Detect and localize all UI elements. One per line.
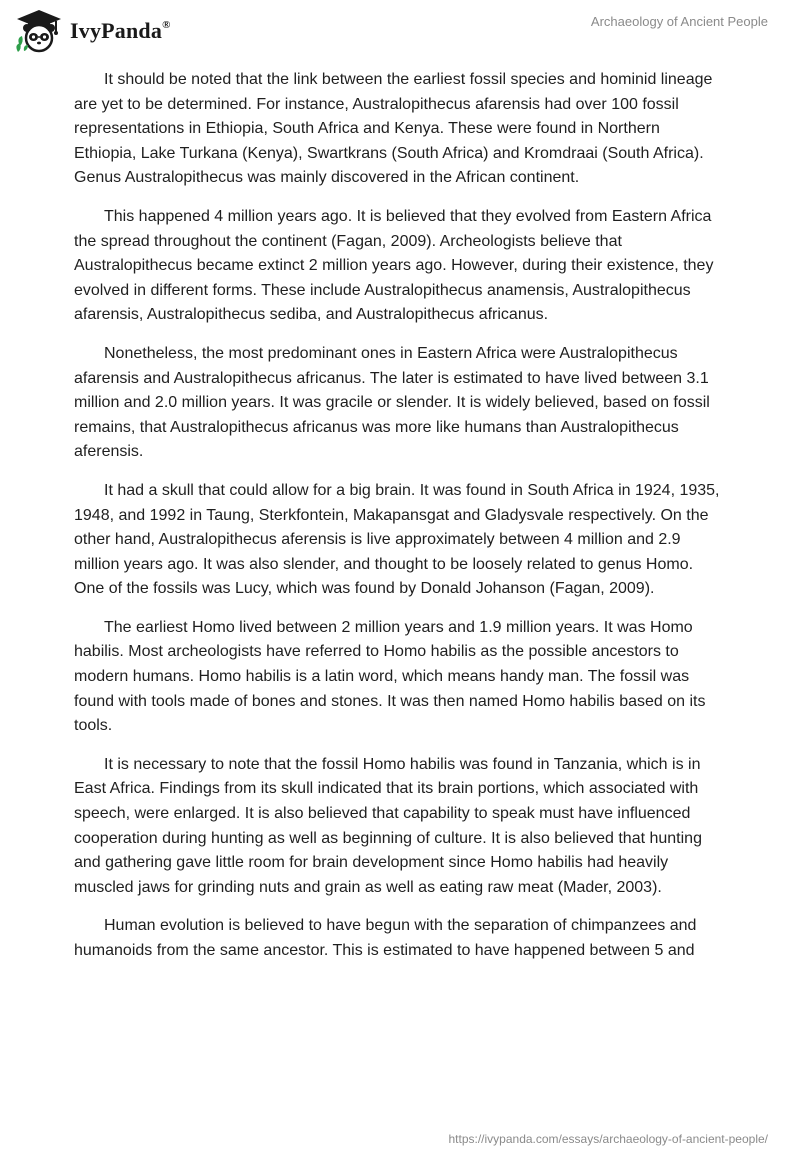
paragraph: Nonetheless, the most predominant ones in Eastern Africa were Australopithecus afarensis and Australopithecus africanus. The later is estimated to have lived between 3.1 million and 2.0 million years. It was gracile or slender. It is widely believed, based on fossil remains, that Australopithecus africanus was more like humans than Australopithecus aferensis.	[74, 344, 710, 461]
page-header	[0, 0, 800, 60]
brand-name: IvyPanda®	[70, 18, 171, 43]
source-url-link[interactable]: https://ivypanda.com/essays/archaeology-of-ancient-people/	[448, 1132, 768, 1146]
paragraph: It should be noted that the link between the earliest fossil species and hominid lineage are yet to be determined. For instance, Australopithecus afarensis had over 100 fossil representations in Ethiopia, South Africa and Kenya. These were found in Northern Ethiopia, Lake Turkana (Kenya), Swartkrans (South Africa) and Kromdraai (South Africa). Genus Australopithecus was mainly discovered in the African continent.	[74, 71, 713, 187]
ivypanda-logo[interactable]	[14, 8, 171, 54]
panda-graduate-icon	[14, 8, 64, 54]
document-title: Archaeology of Ancient People	[590, 14, 768, 29]
paragraph: The earliest Homo lived between 2 million years and 1.9 million years. It was Homo habilis. Most archeologists have referred to Homo habilis as the possible ancestors to modern humans. Homo habilis is a latin word, which means handy man. The fossil was found with tools made of bones and stones. It was then named Homo habilis based on its tools.	[74, 618, 706, 735]
essay-body	[74, 68, 724, 978]
paragraph: It is necessary to note that the fossil Homo habilis was found in Tanzania, which is in East Africa. Findings from its skull indicated that its brain portions, which associated with speech, were enlarged. It is also believed that capability to speak must have influenced cooperation during hunting as well as beginning of culture. It is also believed that hunting and gathering gave little room for brain development since Homo habilis had heavily muscled jaws for grinding nuts and grain as well as eating raw meat (Mader, 2003).	[74, 755, 702, 896]
paragraph: This happened 4 million years ago. It is believed that they evolved from Eastern Africa the spread throughout the continent (Fagan, 2009). Archeologists believe that Australopithecus became extinct 2 million years ago. However, during their existence, they evolved in different forms. These include Australopithecus anamensis, Australopithecus afarensis, Australopithecus sediba, and Australopithecus africanus.	[74, 207, 714, 324]
paragraph: It had a skull that could allow for a big brain. It was found in South Africa in 1924, 1935, 1948, and 1992 in Taung, Sterkfontein, Makapansgat and Gladysvale respectively. On the other hand, Australopithecus aferensis is live approximately between 4 million and 2.9 million years ago. It was also slender, and thought to be loosely related to genus Homo. One of the fossils was Lucy, which was found by Donald Johanson (Fagan, 2009).	[74, 481, 720, 598]
paragraph: Human evolution is believed to have begun with the separation of chimpanzees and humanoids from the same ancestor. This is estimated to have happened between 5 and	[74, 917, 697, 959]
